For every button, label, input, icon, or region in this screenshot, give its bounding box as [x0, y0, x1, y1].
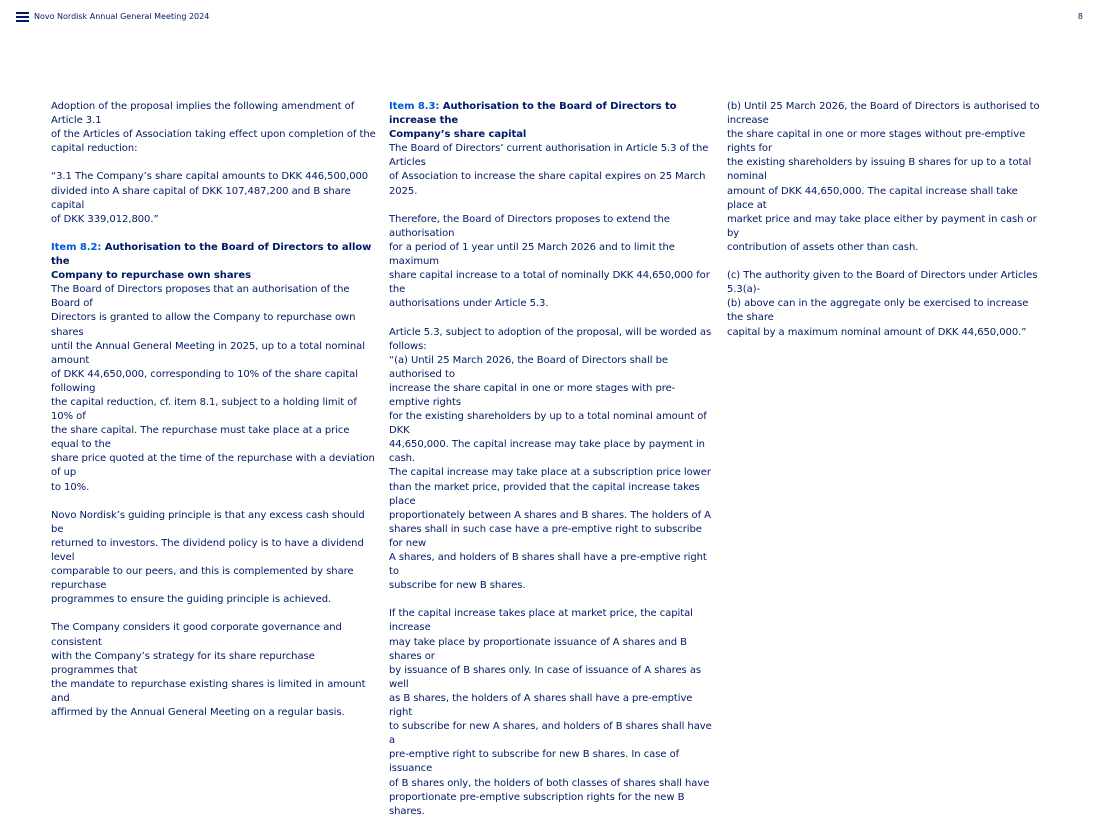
extension-proposal-paragraph: Therefore, the Board of Directors proposes to extend the authorisation for a period of 1 year until 25 March 2026 and to limit the maximum share capital increase to a total of nominally DKK 44,650,000 for the authorisations under Article 5.3. [389, 213, 710, 310]
top-bar [0, 0, 1100, 36]
item-8-3-title: Authorisation to the Board of Directors to increase the Company’s share capital [389, 101, 677, 141]
hamburger-menu-icon[interactable] [16, 12, 29, 22]
amendment-intro: Adoption of the proposal implies the following amendment of Article 3.1 of the Articles of Association taking effect upon completion of the capital reduction: [51, 101, 376, 155]
item-8-2-heading [51, 241, 376, 283]
document-title: Novo Nordisk Annual General Meeting 2024 [34, 12, 210, 21]
article-5-3-a-paragraph: Article 5.3, subject to adoption of the proposal, will be worded as follows: “(a) Until 25 March 2026, the Board of Directors shall be authorised to increase the share capital in one or more stages with pre-emptive rights for the existing shareholders by up to a total nominal amount of DKK 44,650,000. The capital increase may take place by payment in cash. The capital increase may take place at a subscription price lower than the market price, provided that the capital increase takes place proportionately between A shares and B shares. The holders of A shares shall in such case have a pre-emptive right to subscribe for new A shares, and holders of B shares shall have a pre-emptive right to subscribe for new B shares. [389, 326, 712, 592]
current-authorisation-paragraph: The Board of Directors’ current authorisation in Article 5.3 of the Articles of Association to increase the share capital expires on 25 March 2025. [389, 143, 709, 197]
article-5-3-c-paragraph: (c) The authority given to the Board of Directors under Articles 5.3(a)- (b) above can in the aggregate only be exercised to increase the share capital by a maximum nominal amount of DKK 44,650,000.” [727, 270, 1038, 338]
item-8-2-proposal: The Board of Directors proposes that an authorisation of the Board of Directors is granted to allow the Company to repurchase own shares until the Annual General Meeting in 2025, up to a total nominal amount of DKK 44,650,000, corresponding to 10% of the share capital following the capital reduction, cf. item 8.1, subject to a holding limit of 10% of the share capital. The repurchase must take place at a price equal to the share price quoted at the time of the repurchase with a deviation of up to 10%. [51, 284, 375, 493]
article-3-1-quote: “3.1 The Company’s share capital amounts to DKK 446,500,000 divided into A share capital of DKK 107,487,200 and B share capital of DKK 339,012,800.” [51, 171, 369, 225]
column-right [727, 100, 1047, 354]
page-number: 8 [1077, 12, 1083, 21]
item-8-3-label: Item 8.3: [389, 101, 440, 112]
governance-paragraph: The Company considers it good corporate governance and consistent with the Company’s strategy for its share repurchase programmes that the mandate to repurchase existing shares is limited in amount and affirmed by the Annual General Meeting on a regular basis. [51, 622, 366, 719]
item-8-2-label: Item 8.2: [51, 241, 102, 253]
article-5-3-b-paragraph: (b) Until 25 March 2026, the Board of Directors is authorised to increase the share capital in one or more stages without pre-emptive rights for the existing shareholders by issuing B shares for up to a total nominal amount of DKK 44,650,000. The capital increase shall take place at market price and may take place either by payment in cash or by contribution of assets other than cash. [727, 101, 1040, 253]
column-middle [389, 100, 714, 833]
guiding-principle-paragraph: Novo Nordisk’s guiding principle is that any excess cash should be returned to investors. The dividend policy is to have a dividend level comparable to our peers, and this is complemented by share repurchase programmes to ensure the guiding principle is achieved. [51, 509, 365, 606]
item-8-3-heading [389, 100, 714, 142]
column-left [51, 100, 376, 734]
market-price-paragraph: If the capital increase takes place at market price, the capital increase may take place by proportionate issuance of A shares and B shares or by issuance of B shares only. In case of issuance of A shares as well as B shares, the holders of A shares shall have a pre-emptive right to subscribe for new A shares, and holders of B shares shall have a pre-emptive right to subscribe for new B shares. In case of issuance of B shares only, the holders of both classes of shares shall have proportionate pre-emptive subscription rights for the new B shares. [389, 608, 712, 817]
item-8-2-title: Authorisation to the Board of Directors to allow the Company to repurchase own shares [51, 241, 372, 282]
